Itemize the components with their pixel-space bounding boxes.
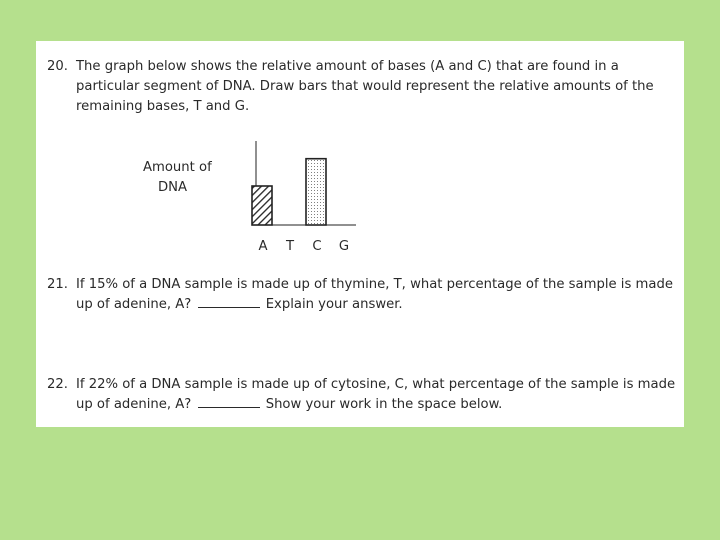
question-text: The graph below shows the relative amount of bases (A and C) that are found in a particular segment of DNA. Draw bars that would represent the relative amounts of the remaining bases, T and G. (76, 59, 654, 114)
worksheet (36, 41, 684, 427)
x-tick-label-c: C (312, 239, 322, 254)
x-tick-label-a: A (258, 239, 268, 254)
question-number: 22. (47, 377, 68, 392)
answer-blank[interactable] (198, 396, 260, 408)
question-number: 20. (47, 59, 68, 74)
dna-bar-chart (136, 141, 356, 261)
question-text-after: Explain your answer. (265, 297, 403, 312)
question-21 (47, 275, 677, 315)
question-text-before: If 15% of a DNA sample is made up of thymine, T, what percentage of the sample is made up of adenine, A? (76, 277, 673, 312)
y-axis-label-line1: Amount of (143, 160, 212, 175)
answer-blank[interactable] (198, 296, 260, 308)
question-text (76, 375, 677, 415)
x-tick-label-t: T (285, 239, 295, 254)
question-22 (47, 375, 677, 415)
bar-a (252, 186, 272, 225)
question-text-before: If 22% of a DNA sample is made up of cytosine, C, what percentage of the sample is made up of adenine, A? (76, 377, 676, 412)
y-axis-label-line2: DNA (158, 180, 188, 195)
question-text-after: Show your work in the space below. (265, 397, 503, 412)
chart-svg (136, 141, 356, 261)
x-tick-label-g: G (338, 239, 350, 254)
bar-c (306, 159, 326, 225)
question-number: 21. (47, 277, 68, 292)
question-text (76, 275, 677, 315)
question-20 (47, 57, 677, 117)
